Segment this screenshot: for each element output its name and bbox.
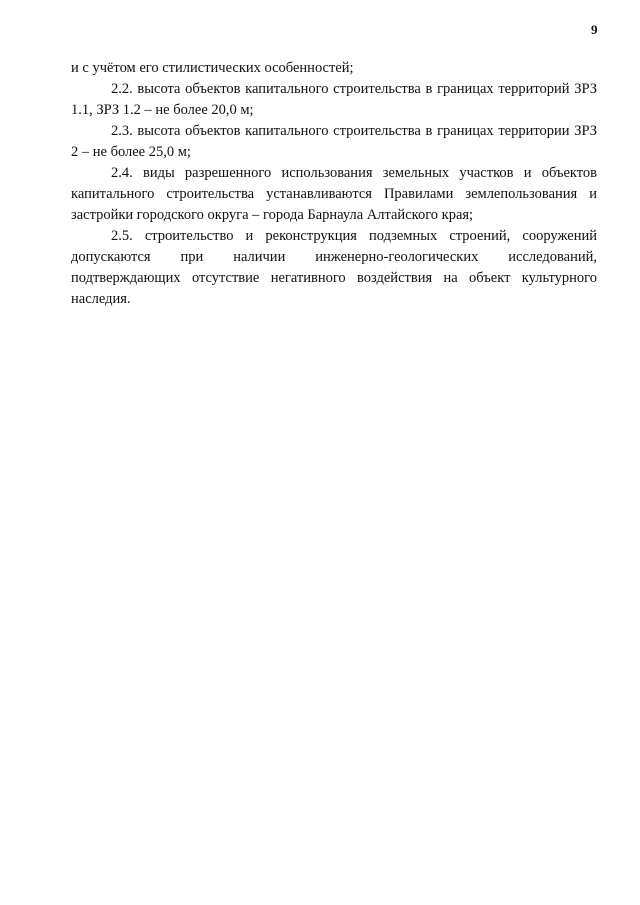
page-number: 9 [591, 22, 598, 37]
document-body [71, 58, 597, 310]
paragraph-2-3: 2.3. высота объектов капитального строительства в границах территории ЗРЗ 2 – не более 25,0 м; [71, 123, 597, 160]
paragraph-2-4: 2.4. виды разрешенного использования земельных участков и объектов капитального строительства устанавливаются Правилами землепользования и застройки городского округа – города Барнаула Алтайского края; [71, 165, 597, 223]
paragraph-2-5: 2.5. строительство и реконструкция подземных строений, сооружений допускаются при наличии инженерно-геологических исследований, подтверждающих отсутствие негативного воздействия на объект культурного наследия. [71, 228, 597, 307]
paragraph-continuation: и с учётом его стилистических особенностей; [71, 60, 354, 76]
paragraph-2-2: 2.2. высота объектов капитального строительства в границах территорий ЗРЗ 1.1, ЗРЗ 1.2 – не более 20,0 м; [71, 81, 597, 118]
